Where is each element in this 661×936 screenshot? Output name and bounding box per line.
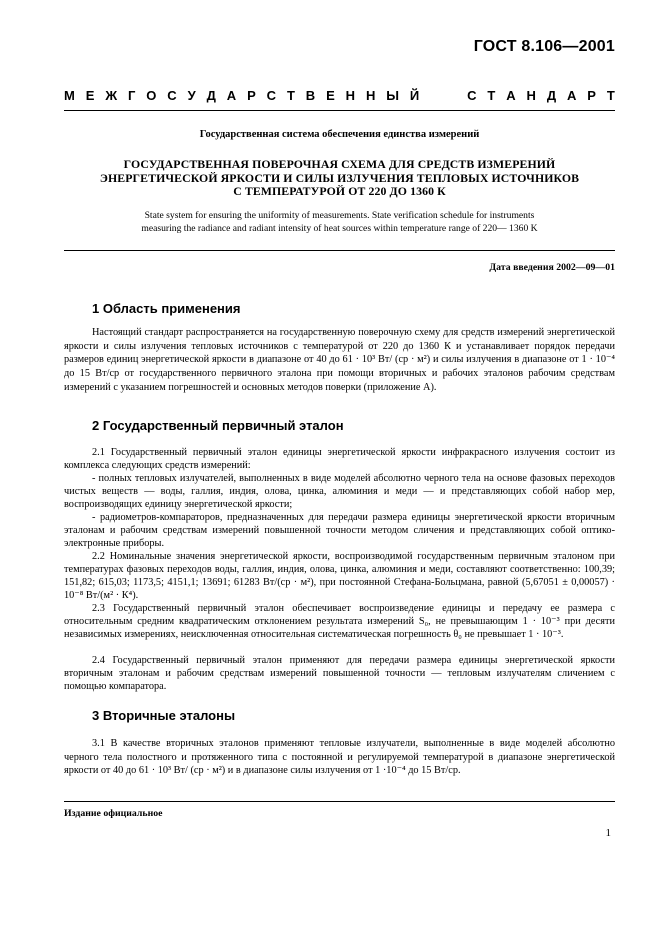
title-divider bbox=[64, 250, 615, 251]
main-title-line: С ТЕМПЕРАТУРОЙ ОТ 220 ДО 1360 К bbox=[233, 184, 446, 198]
official-edition-label: Издание официальное bbox=[64, 808, 163, 819]
page-number: 1 bbox=[605, 827, 611, 839]
header-letter: Р bbox=[587, 88, 596, 103]
header-letter: Д bbox=[206, 88, 216, 103]
english-title bbox=[64, 210, 615, 235]
main-title bbox=[64, 158, 615, 199]
header-letter: Е bbox=[326, 88, 335, 103]
header-divider bbox=[64, 110, 615, 111]
header-gap bbox=[430, 88, 456, 103]
section-2-heading: 2 Государственный первичный эталон bbox=[92, 418, 344, 433]
header-letter: А bbox=[506, 88, 516, 103]
paragraph-3-1: 3.1 В качестве вторичных эталонов применяют тепловые излучатели, выполненные в виде моделей абсолютно черного тела полостного и протяженного типа с постоянной и регулируемой температурой в диапазоне энергетической яркости от 40 до 61 · 10³ Вт/ (ср · м²) и в диапазоне силы излучения от 1 ·10⁻⁴ до 15 Вт/ср. bbox=[64, 738, 615, 777]
paragraph-2-1-a: - полных тепловых излучателей, выполненных в виде моделей абсолютно черного тела на основе фазовых переходов чистых веществ — воды, галлия, индия, олова, цинка, алюминия и меди — и представляющих собой набор мер, воспроизводящих единицу энергетической яркости; bbox=[64, 473, 615, 510]
header-letter: Т bbox=[286, 88, 295, 103]
english-title-line: measuring the radiance and radiant intensity of heat sources within temperature range of 220— 1360 K bbox=[141, 222, 538, 234]
header-letter: Д bbox=[546, 88, 557, 103]
header-letter: А bbox=[566, 88, 577, 103]
paragraph-2-4: 2.4 Государственный первичный эталон применяют для передачи размера единицы энергетической яркости вторичным эталонам и рабочим средствам измерений повышенной точности — тепловым излучателям сличением с помощью компаратора. bbox=[64, 655, 615, 692]
header-letter: Н bbox=[345, 88, 356, 103]
main-title-line: ГОСУДАРСТВЕННАЯ ПОВЕРОЧНАЯ СХЕМА ДЛЯ СРЕДСТВ ИЗМЕРЕНИЙ bbox=[123, 157, 556, 171]
paragraph-2-2: 2.2 Номинальные значения энергетической яркости, воспроизводимой государственным первичным эталоном при температурах фазовых переходов воды, галлия, индия, олова, цинка, алюминия и меди, составляют соответственно: 100,39; 151,82; 615,03; 1173,5; 4151,1; 13691; 61283 Вт/(ср · м²), при постоянной Стефана-Больцмана, равной (5,67051 ± 0,00057) · 10⁻⁸ Вт/(м² · К⁴). bbox=[64, 551, 615, 601]
footer-divider bbox=[64, 801, 615, 802]
paragraph-2-3: 2.3 Государственный первичный эталон обеспечивает воспроизведение единицы и передачу ее размера с относительным средним квадратическим отклонением результата измерений S₀, не превышающим 1 · 10⁻³ при десяти независимых измерениях, неисключенная относительная систематическая погрешность θ₀ не превышает 1 · 10⁻³. bbox=[64, 603, 615, 640]
standard-type-header bbox=[64, 88, 615, 103]
gost-number: ГОСТ 8.106—2001 bbox=[473, 38, 615, 55]
header-letter: Г bbox=[127, 88, 136, 103]
header-letter: Н bbox=[526, 88, 536, 103]
header-letter: С bbox=[467, 88, 477, 103]
section-1-paragraph: Настоящий стандарт распространяется на государственную поверочную схему для средств измерений энергетической яркости и силы излучения тепловых источников с температурой от 220 до 1360 К и устанавливает порядок передачи размеров единиц энергетической яркости в диапазоне от 40 до 61 · 10³ Вт/ (ср · м²) и силы излучения в диапазоне от 1 · 10⁻⁴ до 15 Вт/ср от государственного первичного эталона при помощи вторичных и рабочих эталонов рабочим средствам измерений с указанием погрешностей и основных методов поверки (приложение А). bbox=[64, 327, 615, 393]
section-3-heading: 3 Вторичные эталоны bbox=[92, 708, 236, 723]
header-letter: С bbox=[266, 88, 277, 103]
main-title-line: ЭНЕРГЕТИЧЕСКОЙ ЯРКОСТИ И СИЛЫ ИЗЛУЧЕНИЯ ТЕПЛОВЫХ ИСТОЧНИКОВ bbox=[99, 170, 580, 185]
header-letter: Ж bbox=[105, 88, 118, 103]
header-letter: Р bbox=[247, 88, 256, 103]
section-1-heading: 1 Область применения bbox=[92, 301, 241, 316]
intro-date: Дата введения 2002—09—01 bbox=[489, 262, 615, 273]
header-letter: А bbox=[226, 88, 237, 103]
header-letter: С bbox=[167, 88, 177, 103]
header-letter: Е bbox=[85, 88, 95, 103]
header-letter: М bbox=[64, 88, 75, 103]
header-letter: Т bbox=[487, 88, 496, 103]
paragraph-2-1-b: - радиометров-компараторов, предназначенных для передачи размера единицы энергетической яркости вторичным эталонам и рабочим средствам измерений повышенной точности методом сличения и представляющих собой оптико-электронные приборы. bbox=[64, 512, 615, 549]
header-letter: Т bbox=[606, 88, 615, 103]
header-letter: Н bbox=[365, 88, 376, 103]
paragraph-2-1: 2.1 Государственный первичный эталон единицы энергетической яркости инфракрасного излучения состоит из комплекса следующих средств измерений: bbox=[64, 447, 615, 471]
header-letter: У bbox=[187, 88, 196, 103]
header-letter: Й bbox=[409, 88, 420, 103]
english-title-line: State system for ensuring the uniformity of measurements. State verification schedule for instruments bbox=[144, 210, 535, 221]
header-letter: В bbox=[305, 88, 316, 103]
header-letter: Ы bbox=[386, 88, 399, 103]
state-system-subtitle: Государственная система обеспечения единства измерений bbox=[199, 129, 480, 140]
header-letter: О bbox=[146, 88, 157, 103]
